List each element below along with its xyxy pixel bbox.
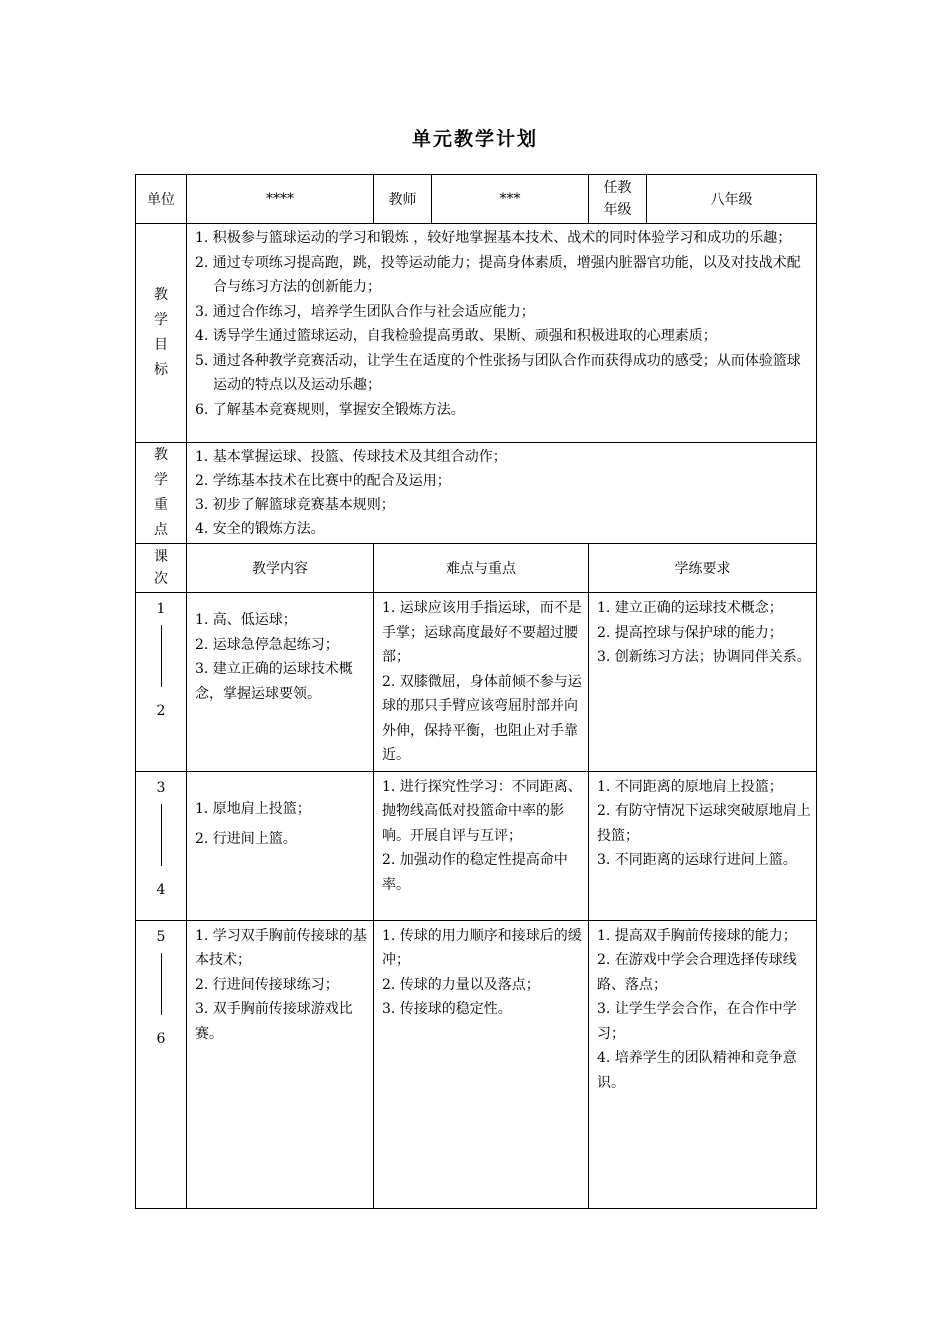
goal-item: 1. 积极参与篮球运动的学习和锻炼 ，较好地掌握基本技术、战术的同时体验学习和成功的乐趣； [195, 230, 792, 246]
lesson-number: 5 6 [136, 920, 187, 1208]
page-title: 单元教学计划 [411, 128, 538, 150]
lesson-row [136, 920, 817, 1208]
goal-item: 4. 诱导学生通过篮球运动，自我检验提高勇敢、果断、顽强和积极进取的心理素质； [195, 328, 717, 344]
lesson-content: 1. 学习双手胸前传接球的基本技术； 2. 行进间传接球练习； 3. 双手胸前传接球游戏比赛。 [187, 920, 374, 1208]
lesson-content: 1. 原地肩上投篮； 2. 行进间上篮。 [187, 771, 374, 920]
lesson-difficulty: 1. 传球的用力顺序和接球后的缓冲； 2. 传球的力量以及落点； 3. 传接球的稳定性。 [374, 920, 589, 1208]
range-bar [161, 953, 162, 1015]
teacher-label: 教师 [374, 175, 432, 224]
lesson-row [136, 771, 817, 920]
focus-item: 4. 安全的锻炼方法。 [195, 521, 325, 537]
focus-item: 3. 初步了解篮球竞赛基本规则； [195, 497, 395, 513]
goals-row [136, 224, 817, 443]
focus-list [187, 443, 817, 544]
lesson-requirement: 1. 建立正确的运球技术概念； 2. 提高控球与保护球的能力； 3. 创新练习方法；协调同伴关系。 [589, 593, 817, 772]
goal-item: 5. 通过各种教学竞赛活动，让学生在适度的个性张扬与团队合作而获得成功的感受；从而体验篮球运动的特点以及运动乐趣； [195, 352, 801, 393]
lesson-row [136, 593, 817, 772]
lesson-header: 课 次 [136, 544, 187, 593]
unit-value: **** [187, 175, 374, 224]
lesson-content: 1. 高、低运球； 2. 运球急停急起练习； 3. 建立正确的运球技术概念，掌握运球要领。 [187, 593, 374, 772]
difficulty-header: 难点与重点 [374, 544, 589, 593]
unit-plan-table [135, 174, 817, 1209]
grade-label-line-1: 任教 [603, 180, 632, 196]
grade-label [589, 175, 647, 224]
content-header: 教学内容 [187, 544, 374, 593]
goal-item: 6. 了解基本竞赛规则，掌握安全锻炼方法。 [195, 401, 465, 418]
range-bar [161, 625, 162, 687]
lesson-number: 3 4 [136, 771, 187, 920]
focus-label: 教 学 重 点 [136, 443, 187, 544]
range-bar [161, 804, 162, 866]
unit-label: 单位 [136, 175, 187, 224]
lesson-difficulty: 1. 运球应该用手指运球，而不是手掌；运球高度最好不要超过腰部； 2. 双膝微屈，身体前倾不参与运球的那只手臂应该弯屈肘部并向外伸，保持平衡，也阻止对手靠近。 [374, 593, 589, 772]
goals-list [187, 224, 817, 443]
goal-item: 3. 通过合作练习，培养学生团队合作与社会适应能力； [195, 303, 535, 320]
lesson-requirement: 1. 提高双手胸前传接球的能力； 2. 在游戏中学会合理选择传球线路、落点； 3. 让学生学会合作，在合作中学习； 4. 培养学生的团队精神和竞争意识。 [589, 920, 817, 1208]
goals-label: 教 学 目 标 [136, 224, 187, 443]
grade-label-line-2: 年级 [603, 202, 632, 218]
teacher-value: *** [432, 175, 589, 224]
focus-row [136, 443, 817, 544]
header-row [136, 175, 817, 224]
focus-item: 2. 学练基本技术在比赛中的配合及运用； [195, 473, 451, 489]
column-header-row [136, 544, 817, 593]
requirement-header: 学练要求 [589, 544, 817, 593]
lesson-difficulty: 1. 进行探究性学习：不同距离、抛物线高低对投篮命中率的影响。开展自评与互评； 2. 加强动作的稳定性提高命中率。 [374, 771, 589, 920]
focus-item: 1. 基本掌握运球、投篮、传球技术及其组合动作； [195, 449, 507, 465]
lesson-number: 1 2 [136, 593, 187, 772]
lesson-requirement: 1. 不同距离的原地肩上投篮； 2. 有防守情况下运球突破原地肩上投篮； 3. 不同距离的运球行进间上篮。 [589, 771, 817, 920]
goal-item: 2. 通过专项练习提高跑，跳，投等运动能力；提高身体素质，增强内脏器官功能，以及对技战术配合与练习方法的创新能力； [195, 254, 801, 295]
grade-value: 八年级 [647, 175, 817, 224]
